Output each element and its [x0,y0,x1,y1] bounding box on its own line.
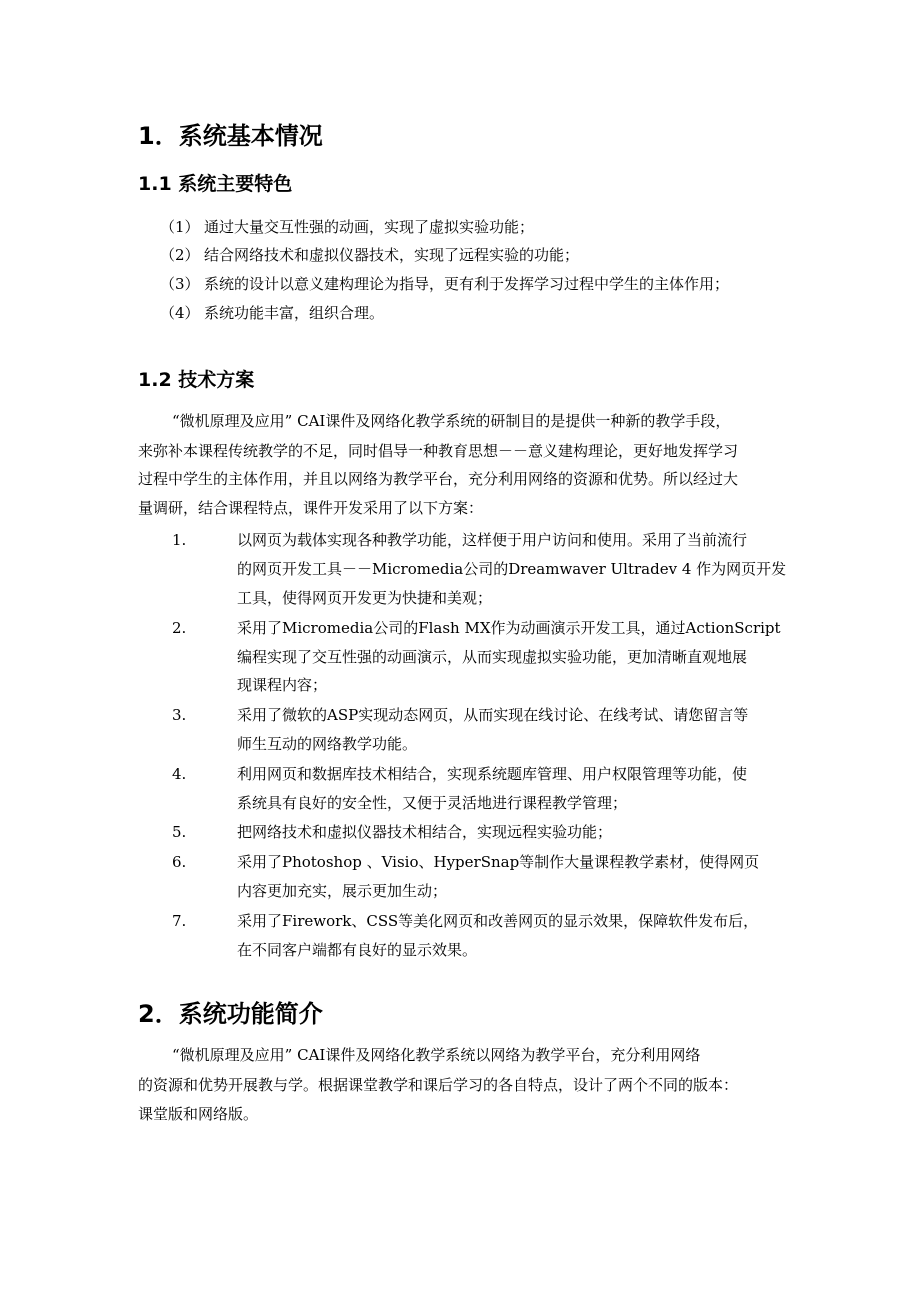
step-line: 系统具有良好的安全性，又便于灵活地进行课程教学管理； [237,794,628,812]
step-number: 3. [172,706,187,724]
intro-line: 量调研，结合课程特点，课件开发采用了以下方案： [138,499,484,517]
section-2-paragraph-line: 的资源和优势开展教与学。根据课堂教学和课后学习的各自特点，设计了两个不同的版本： [138,1076,739,1094]
section-1-1-heading: 1.1 系统主要特色 [138,173,293,195]
step-line: 采用了微软的ASP实现动态网页，从而实现在线讨论、在线考试、请您留言等 [237,706,749,724]
section-2-paragraph-line: 课堂版和网络版。 [138,1105,259,1123]
intro-line: “微机原理及应用” CAI课件及网络化教学系统的研制目的是提供一种新的教学手段， [172,412,731,430]
step-line: 把网络技术和虚拟仪器技术相结合，实现远程实验功能； [237,823,613,841]
step-line: 采用了Firework、CSS等美化网页和改善网页的显示效果，保障软件发布后， [237,912,759,930]
section-2-paragraph-line: “微机原理及应用” CAI课件及网络化教学系统以网络为教学平台，充分利用网络 [172,1046,701,1064]
feature-text: 通过大量交互性强的动画，实现了虚拟实验功能； [204,218,535,236]
step-line: 采用了Micromedia公司的Flash MX作为动画演示开发工具，通过ActionScript [237,619,781,637]
step-line: 的网页开发工具－－Micromedia公司的Dreamwaver Ultradev 4 作为网页开发 [237,560,787,578]
step-number: 7. [172,912,187,930]
intro-line: 过程中学生的主体作用，并且以网络为教学平台，充分利用网络的资源和优势。所以经过大 [138,470,739,488]
step-line: 师生互动的网络教学功能。 [237,735,418,753]
feature-text: 系统的设计以意义建构理论为指导，更有利于发挥学习过程中学生的主体作用； [204,275,730,293]
feature-number: （1） [160,218,200,236]
step-number: 6. [172,853,187,871]
step-line: 编程实现了交互性强的动画演示，从而实现虚拟实验功能，更加清晰直观地展 [237,648,748,666]
feature-item [160,216,534,238]
step-line: 现课程内容； [237,676,328,694]
feature-item [160,302,384,324]
step-number: 1. [172,531,187,549]
feature-text: 系统功能丰富，组织合理。 [204,304,385,322]
feature-number: （2） [160,246,200,264]
step-line: 采用了Photoshop 、Visio、HyperSnap等制作大量课程教学素材，使得网页 [237,853,760,871]
section-2-heading: 2．系统功能简介 [138,1000,323,1028]
feature-item [160,273,729,295]
step-number: 2. [172,619,187,637]
step-line: 在不同客户端都有良好的显示效果。 [237,941,478,959]
step-number: 4. [172,765,187,783]
feature-text: 结合网络技术和虚拟仪器技术，实现了远程实验的功能； [204,246,580,264]
section-1-heading: 1．系统基本情况 [138,122,323,150]
step-number: 5. [172,823,187,841]
step-line: 以网页为载体实现各种教学功能，这样便于用户访问和使用。采用了当前流行 [237,531,748,549]
step-line: 内容更加充实，展示更加生动； [237,882,448,900]
step-line: 工具，使得网页开发更为快捷和美观； [237,589,493,607]
feature-number: （4） [160,304,200,322]
step-line: 利用网页和数据库技术相结合，实现系统题库管理、用户权限管理等功能，使 [237,765,748,783]
feature-item [160,244,579,266]
feature-number: （3） [160,275,200,293]
intro-line: 来弥补本课程传统教学的不足，同时倡导一种教育思想－－意义建构理论，更好地发挥学习 [138,442,739,460]
section-1-2-heading: 1.2 技术方案 [138,369,255,391]
